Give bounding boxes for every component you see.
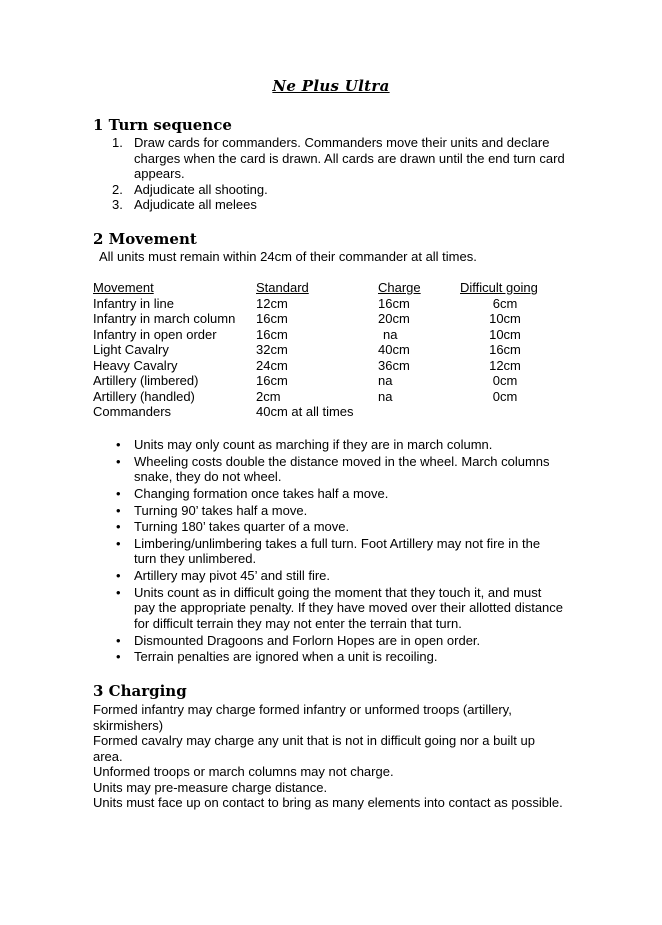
table-cell: 20cm [378, 311, 410, 326]
section-heading-turn-sequence: 1 Turn sequence [93, 116, 232, 134]
column-header-difficult-going: Difficult going [460, 280, 538, 295]
list-item [112, 486, 564, 502]
table-cell: Commanders [93, 404, 172, 419]
table-cell: na [378, 388, 393, 404]
list-item-text: Changing formation once takes half a move. [134, 485, 389, 501]
list-item [112, 519, 564, 535]
table-cell: Infantry in line [93, 295, 174, 311]
charging-paragraph: Units may pre-measure charge distance. [93, 779, 328, 795]
table-cell: 2cm [256, 388, 281, 404]
charging-paragraph: Formed cavalry may charge any unit that is not in difficult going nor a built up area. [93, 733, 535, 764]
turn-sequence-list [108, 135, 568, 213]
list-number: 2. [112, 181, 123, 197]
table-cell: 12cm [256, 295, 288, 311]
list-item-text: Artillery may pivot 45’ and still fire. [134, 568, 331, 584]
charging-rules [93, 702, 563, 811]
bullet-icon: • [116, 584, 121, 600]
table-cell: 16cm [256, 373, 288, 388]
list-number: 1. [112, 135, 123, 150]
table-cell: Infantry in open order [93, 326, 217, 342]
charging-paragraph: Unformed troops or march columns may not charge. [93, 764, 394, 779]
list-item-text: Units count as in difficult going the moment that they touch it, and must pay the appropriate penalty. If they have moved over their allotted distance for difficult terrain they may not enter the terrain that turn. [134, 584, 564, 631]
bullet-icon: • [116, 649, 121, 665]
table-cell: 32cm [256, 342, 288, 357]
table-cell: 36cm [378, 357, 410, 373]
table-cell: Infantry in march column [93, 311, 236, 326]
table-row [93, 327, 550, 343]
list-item-text: Terrain penalties are ignored when a unit is recoiling. [134, 649, 438, 665]
section-heading-movement: 2 Movement [93, 230, 197, 248]
list-item-text: Turning 90’ takes half a move. [134, 502, 308, 518]
table-cell: na [378, 373, 393, 388]
column-header-movement: Movement [93, 280, 154, 295]
list-item [112, 454, 564, 485]
movement-intro: All units must remain within 24cm of their commander at all times. [99, 249, 477, 264]
table-cell: Artillery (handled) [93, 388, 195, 404]
table-row [93, 373, 550, 389]
table-cell: 16cm [256, 326, 288, 342]
bullet-icon: • [116, 485, 121, 501]
table-cell: Artillery (limbered) [93, 373, 199, 388]
bullet-icon: • [116, 632, 121, 648]
list-item [112, 503, 564, 519]
list-item-text: Wheeling costs double the distance moved in the wheel. March columns snake, they do not wheel. [134, 453, 550, 485]
table-row [93, 311, 550, 327]
list-item-text: Draw cards for commanders. Commanders move their units and declare charges when the card is drawn. All cards are drawn until the end turn card appears. [134, 135, 565, 181]
table-row [93, 358, 550, 374]
table-cell: 0cm [492, 388, 518, 404]
charging-paragraph: Units must face up on contact to bring as many elements into contact as possible. [93, 795, 563, 810]
bullet-icon: • [116, 502, 121, 518]
table-cell: 10cm [489, 311, 521, 326]
table-cell: 6cm [492, 295, 518, 311]
table-cell: Light Cavalry [93, 342, 169, 357]
table-cell: na [383, 326, 398, 342]
column-header-standard: Standard [256, 280, 309, 295]
table-row [93, 296, 550, 312]
list-item-text: Adjudicate all melees [134, 197, 257, 212]
document-title: Ne Plus Ultra [272, 77, 390, 95]
movement-rules-list [112, 437, 564, 666]
list-item [108, 197, 568, 213]
list-item [112, 585, 564, 632]
table-cell: 12cm [489, 357, 521, 373]
table-row [93, 342, 550, 358]
list-item [108, 182, 568, 198]
bullet-icon: • [116, 535, 121, 551]
table-row [93, 389, 550, 405]
list-item-text: Dismounted Dragoons and Forlorn Hopes are in open order. [134, 632, 481, 648]
table-cell: 16cm [256, 311, 288, 326]
table-cell: 10cm [489, 326, 521, 342]
bullet-icon: • [116, 453, 121, 469]
list-item-text: Units may only count as marching if they are in march column. [134, 437, 493, 452]
bullet-icon: • [116, 568, 121, 584]
column-header-charge: Charge [378, 280, 421, 295]
charging-paragraph: Formed infantry may charge formed infantry or unformed troops (artillery, skirmishers) [93, 702, 512, 733]
list-item-text: Adjudicate all shooting. [134, 181, 268, 197]
bullet-icon: • [116, 519, 121, 535]
list-item [108, 135, 568, 182]
bullet-icon: • [116, 437, 121, 452]
table-cell: 40cm at all times [256, 404, 354, 419]
table-header-row [93, 280, 550, 296]
movement-table [93, 280, 550, 420]
table-cell: Heavy Cavalry [93, 357, 178, 373]
table-cell: 0cm [492, 373, 518, 388]
list-item-text: Limbering/unlimbering takes a full turn. Foot Artillery may not fire in the turn they unlimbered. [134, 535, 541, 567]
table-cell: 16cm [378, 295, 410, 311]
table-row [93, 404, 550, 420]
list-number: 3. [112, 197, 123, 212]
table-cell: 40cm [378, 342, 410, 357]
list-item [112, 568, 564, 584]
section-heading-charging: 3 Charging [93, 682, 187, 700]
list-item [112, 649, 564, 665]
list-item [112, 536, 564, 567]
list-item [112, 633, 564, 649]
list-item-text: Turning 180’ takes quarter of a move. [134, 519, 350, 535]
table-cell: 24cm [256, 357, 288, 373]
list-item [112, 437, 564, 453]
table-cell: 16cm [489, 342, 521, 357]
